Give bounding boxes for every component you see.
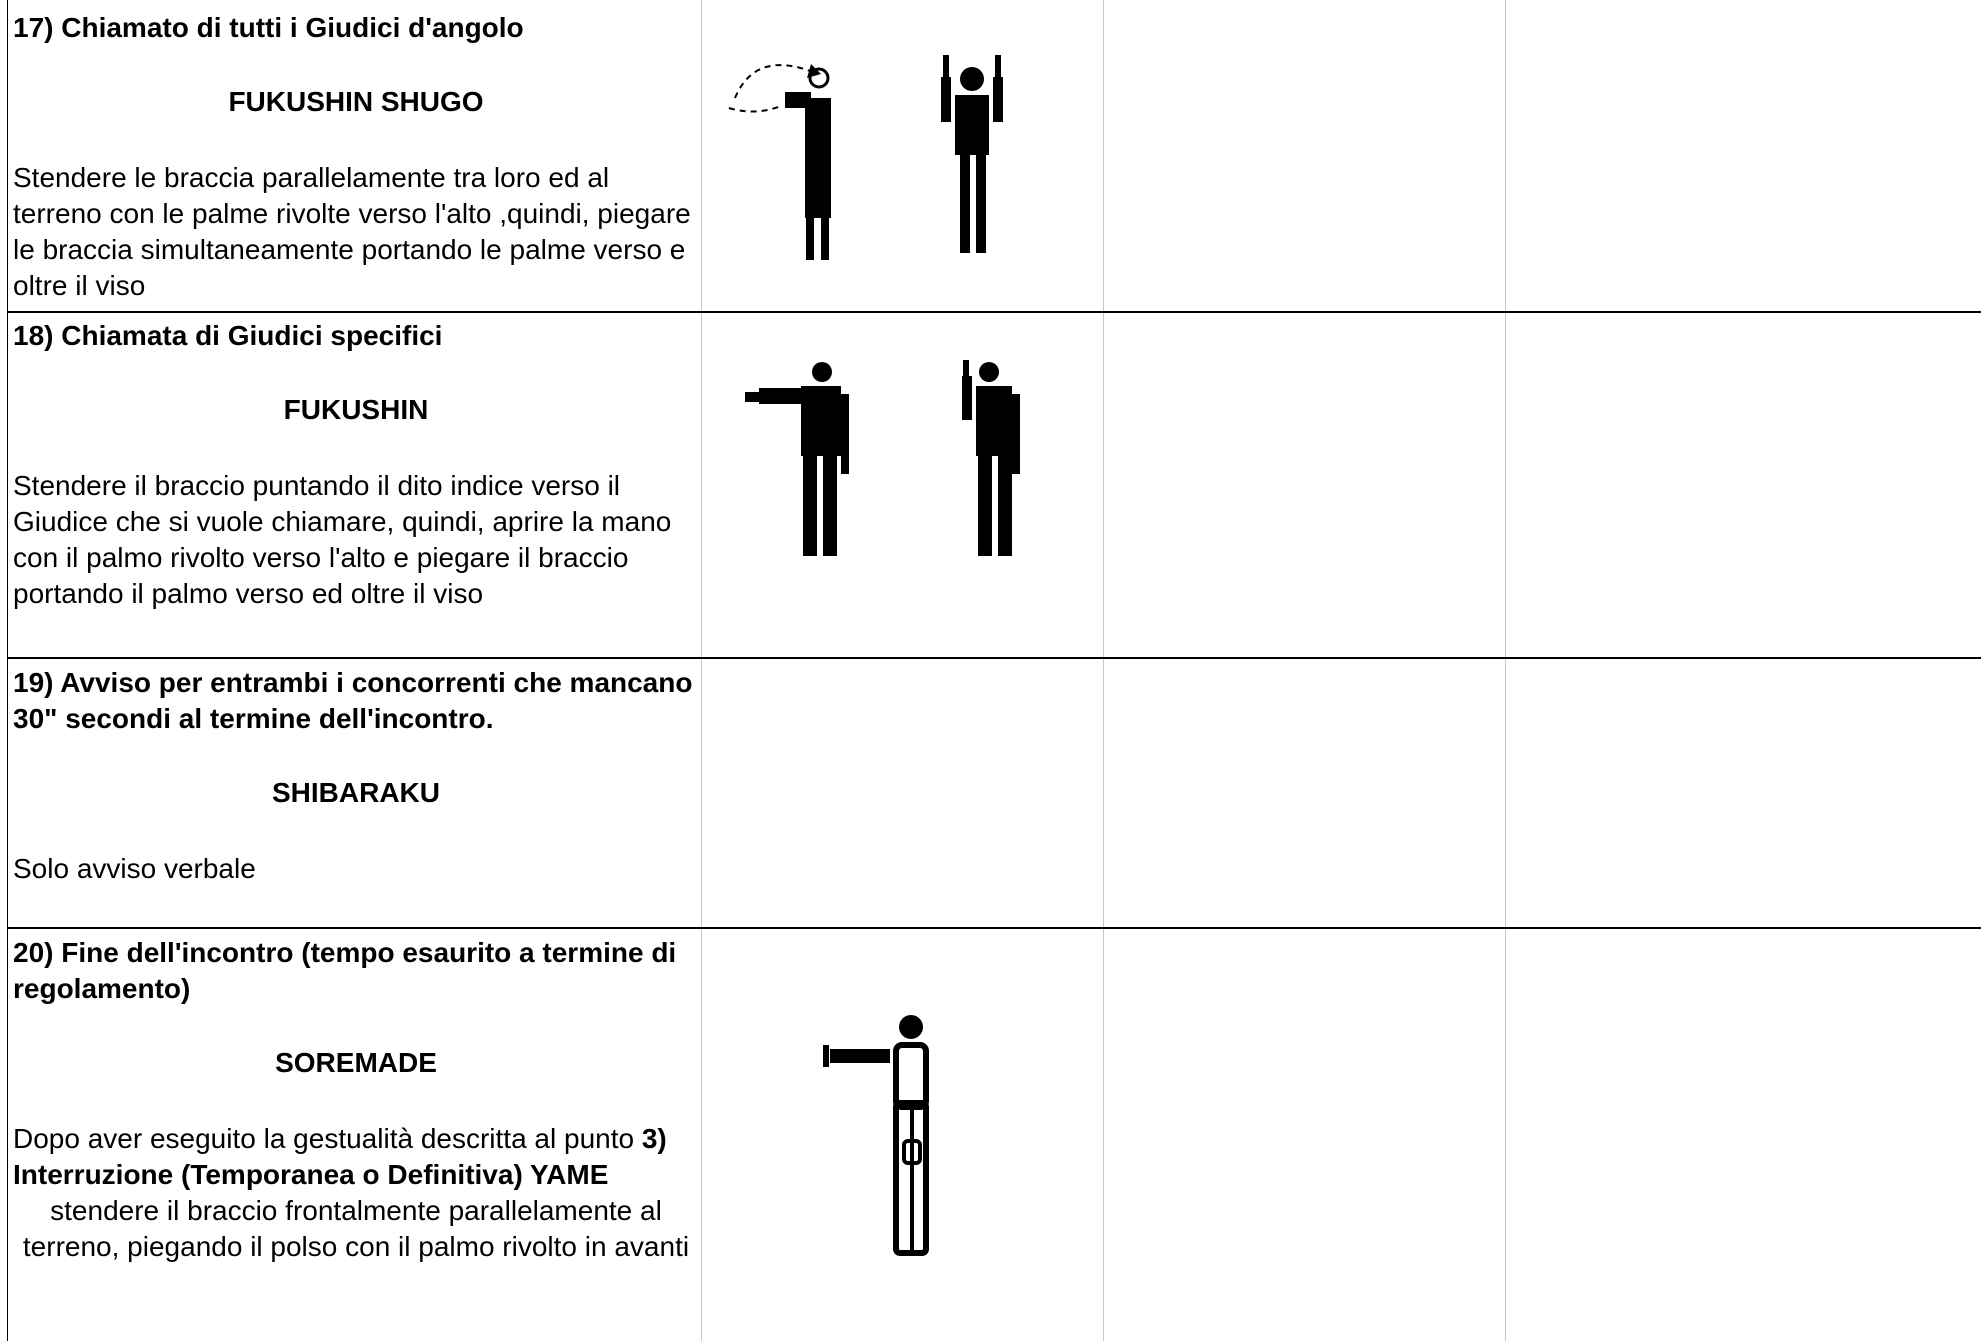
row-divider-2	[7, 657, 1981, 659]
command-term: FUKUSHIN SHUGO	[228, 86, 484, 117]
column-divider-3	[1505, 0, 1506, 1341]
table-row	[13, 665, 699, 887]
row-title: 19) Avviso per entrambi i concorrenti che mancano 30" secondi al termine dell'incontro.	[13, 667, 693, 734]
description-reference: 3) Interruzione (Temporanea o Definitiva) YAME	[13, 1123, 667, 1190]
command-term: SHIBARAKU	[272, 777, 440, 808]
row-divider-1	[7, 311, 1981, 313]
description-intro: Dopo aver eseguito la gestualità descritta al punto	[13, 1123, 642, 1154]
row-description: Solo avviso verbale	[13, 853, 256, 884]
column-divider-1	[701, 0, 702, 1341]
referee-figure-arm-extended	[820, 1015, 940, 1265]
referee-figure-palms-up	[935, 55, 1015, 260]
referee-figure-pointing	[745, 362, 855, 562]
row-description: Stendere le braccia parallelamente tra loro ed al terreno con le palme rivolte verso l'alto ,quindi, piegare le braccia simultaneamente portando le palme verso e oltre il viso	[13, 162, 691, 301]
referee-figure-arms-forward	[725, 50, 845, 260]
referee-figure-palm-to-face	[960, 360, 1030, 562]
row-title: 18) Chiamata di Giudici specifici	[13, 320, 443, 351]
row-description	[13, 1121, 699, 1193]
column-divider-2	[1103, 0, 1104, 1341]
row-description: Stendere il braccio puntando il dito indice verso il Giudice che si vuole chiamare, quindi, aprire la mano con il palmo rivolto verso l'alto e piegare il braccio portando il palmo verso ed oltre il viso	[13, 470, 672, 609]
table-left-border	[7, 0, 8, 1341]
row-title: 17) Chiamato di tutti i Giudici d'angolo	[13, 12, 524, 43]
table-row	[13, 318, 699, 612]
table-row	[13, 10, 699, 304]
table-row	[13, 935, 699, 1265]
row-description-continued: stendere il braccio frontalmente parallelamente al terreno, piegando il polso con il palmo rivolto in avanti	[22, 1195, 690, 1262]
command-term: SOREMADE	[275, 1047, 437, 1078]
row-divider-3	[7, 927, 1981, 929]
row-title: 20) Fine dell'incontro (tempo esaurito a termine di regolamento)	[13, 937, 677, 1004]
command-term: FUKUSHIN	[283, 394, 429, 425]
